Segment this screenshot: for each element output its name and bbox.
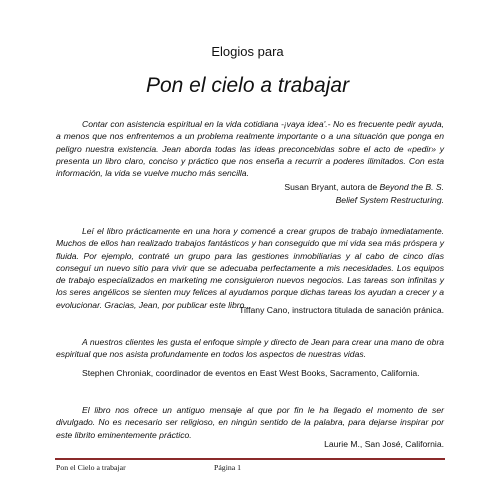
testimonial-attribution-4: Laurie M., San José, California.: [324, 439, 444, 449]
testimonial-quote-4: El libro nos ofrece un antiguo mensaje al que por fin le ha llegado el momento de ser divulgado. No es necesario ser religioso, en ningún sentido de la palabra, para dejarse inspirar por este librito eminentemente práctico.: [56, 405, 444, 440]
testimonial-attribution-1: [284, 181, 444, 193]
testimonial-attribution-3: Stephen Chroniak, coordinador de eventos en East West Books, Sacramento, California.: [82, 368, 420, 378]
attribution-author: Susan Bryant, autora de: [284, 182, 380, 192]
testimonial-quote-2: Leí el libro prácticamente en una hora y comencé a crear grupos de trabajo inmediatamente. Muchos de ellos han realizado trabajos fantásticos y han conseguido que mi vida sea más próspera y fluida. Por ejemplo, contraté un grupo para las gestiones inmobiliarias y al cabo de cinco días conseguí un nuevo sitio para vivir que se adecuaba perfectamente a mis necesidades. Los equipos de trabajo especializados en marketing me consiguieron nuevos negocios. Las tareas son infinitas y los seres angélicos se sienten muy felices al ayudamos porque dichas tareas los ayudan a crecer y a evolucionar. Gracias, Jean, por publicar este libro.: [56, 226, 444, 310]
testimonial-attribution-2: Tiffany Cano, instructora titulada de sanación pránica.: [239, 305, 444, 315]
attribution-book-title: Beyond the B. S.: [379, 182, 444, 192]
footer-book-title: Pon el Cielo a trabajar: [56, 463, 126, 472]
testimonial-quote-3: A nuestros clientes les gusta el enfoque simple y directo de Jean para crear una mano de obra espiritual que nos asista profundamente en todos los aspectos de nuestras vidas.: [56, 337, 444, 360]
book-title: Pon el cielo a trabajar: [145, 74, 350, 97]
praise-heading: Elogios para: [211, 44, 284, 59]
testimonial-attribution-1-line2: Belief System Restructuring.: [335, 195, 444, 205]
testimonial-quote-1: Contar con asistencia espiritual en la vida cotidiana -¡vaya idea'.- No es frecuente pedir ayuda, a menos que nos enfrentemos a un problema realmente importante o a una situación que ponga en peligro nuestra existencia. Jean aborda todas las ideas preconcebidas sobre el acto de «pedir» y presenta un libro claro, conciso y práctico que nos enseña a recurrir a poderes ilimitados. Con esta información, la vida se vuelve mucho más sencilla.: [56, 119, 444, 179]
footer-divider: [55, 458, 445, 460]
footer-page-number: Página 1: [214, 463, 242, 472]
